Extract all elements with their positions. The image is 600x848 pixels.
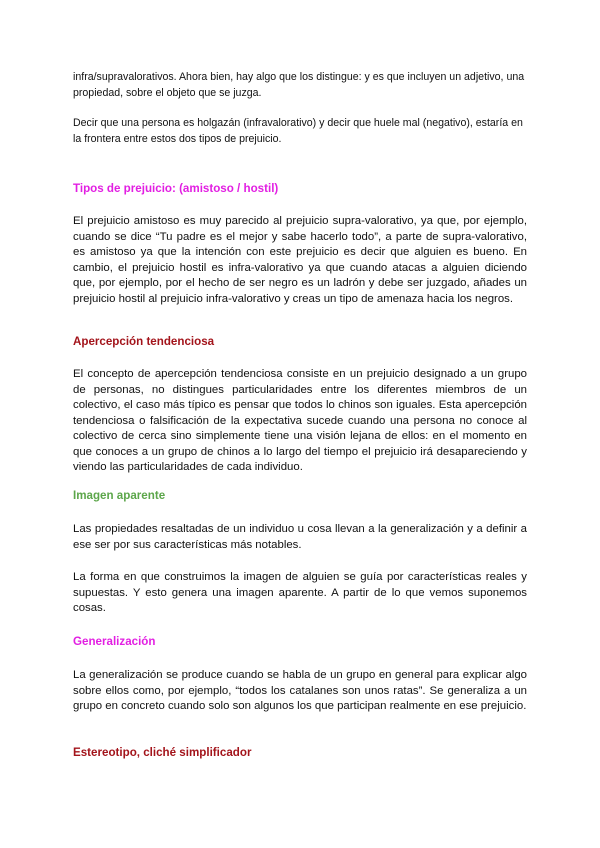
heading-apercepcion-tendenciosa: Apercepción tendenciosa (73, 335, 215, 348)
paragraph-tipos-de-prejuicio: El prejuicio amistoso es muy parecido al prejuicio supra-valorativo, ya que, por ejemplo, cuando se dice “Tu padre es el mejor y sabe hacerlo todo”, a parte de supra-valorativo, es amistoso ya que la intención con este prejuicio es decir que alguien es bueno. En cambio, el prejuicio hostil es infra-valorativo ya que cuando atacas a alguien diciendo que, por ejemplo, por el hecho de ser negro es un ladrón y debe ser juzgado, añades un prejuicio hostil al prejuicio infra-valorativo y creas un tipo de amenaza hacia los negros. (73, 215, 527, 305)
intro-paragraph-1: infra/supravalorativos. Ahora bien, hay algo que los distingue: y es que incluyen un adjetivo, una propiedad, sobre el objeto que se juzga. (73, 71, 525, 99)
paragraph-generalizacion: La generalización se produce cuando se habla de un grupo en general para explicar algo sobre ellos como, por ejemplo, “todos los catalanes son unos ratas”. Se generaliza a un grupo en concreto cuando solo son algunos los que participan realmente en ese prejuicio. (73, 669, 527, 712)
intro-paragraph-2: Decir que una persona es holgazán (infravalorativo) y decir que huele mal (negativo), estaría en la frontera entre estos dos tipos de prejuicio. (73, 117, 523, 145)
heading-estereotipo: Estereotipo, cliché simplificador (73, 746, 252, 759)
paragraph-apercepcion-tendenciosa: El concepto de apercepción tendenciosa consiste en un prejuicio designado a un grupo de personas, no distingues particularidades entre los diferentes miembros de un colectivo, el caso más típico es pensar que todos lo chinos son iguales. Esta apercepción tendenciosa o falsificación de la expectativa sucede cuando una persona no conoce al colectivo de cerca sino simplemente tiene una visión lejana de ellos: en el momento en que conoces a un grupo de chinos a lo largo del tiempo el prejuicio irá desapareciendo y viendo las particularidades de cada individuo. (73, 368, 527, 473)
heading-generalizacion: Generalización (73, 635, 156, 648)
paragraph-imagen-aparente-1: Las propiedades resaltadas de un individuo u cosa llevan a la generalización y a definir a ese ser por sus características más notables. (73, 523, 527, 551)
heading-tipos-de-prejuicio: Tipos de prejuicio: (amistoso / hostil) (73, 182, 279, 195)
paragraph-imagen-aparente-2: La forma en que construimos la imagen de alguien se guía por características reales y supuestas. Y esto genera una imagen aparente. A partir de lo que vemos suponemos cosas. (73, 571, 527, 614)
heading-imagen-aparente: Imagen aparente (73, 489, 166, 502)
